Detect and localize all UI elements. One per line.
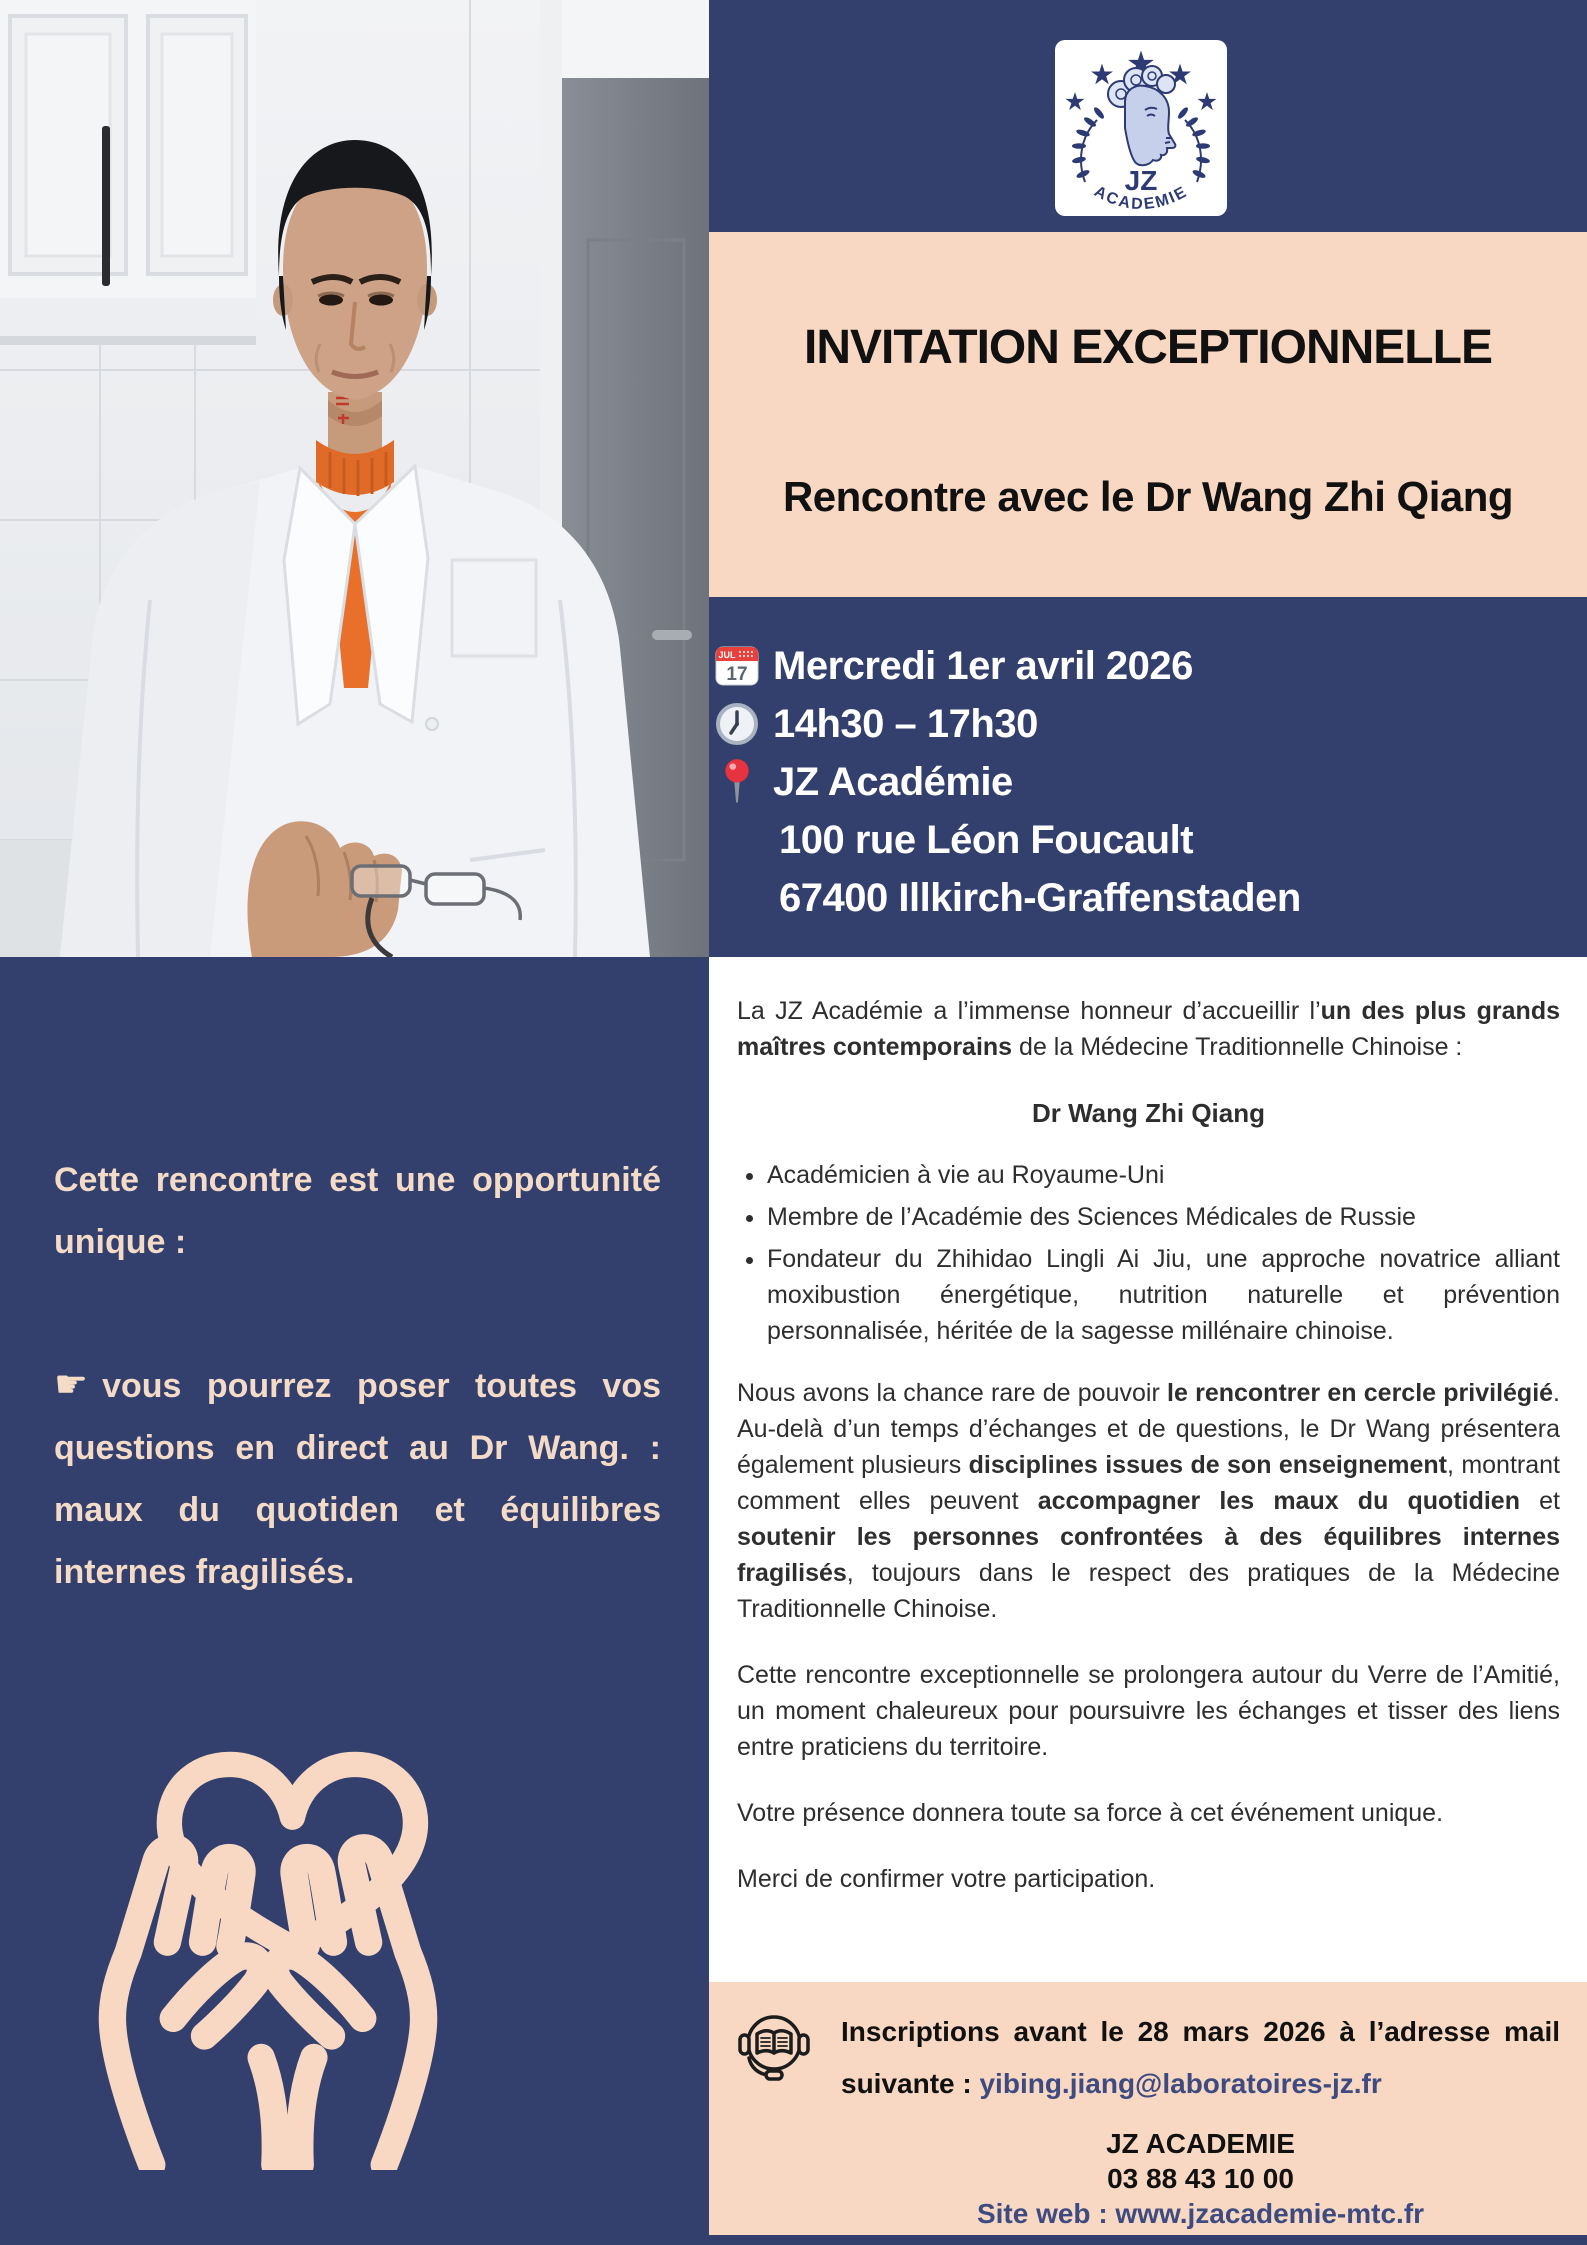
calendar-icon [715, 641, 759, 691]
list-item: • Académicien à vie au Royaume-Uni [767, 1157, 1560, 1193]
left-panel [0, 957, 709, 2245]
footer-phone: 03 88 43 10 00 [1107, 2163, 1294, 2194]
credentials-list [737, 1157, 1560, 1349]
left-panel-intro: Cette rencontre est une opportunité unique : [54, 1161, 661, 1261]
logo-head [1108, 66, 1175, 165]
event-details [709, 597, 1587, 957]
svg-text:JUL: JUL [718, 650, 736, 660]
hands-heart-icon [58, 1730, 478, 2170]
event-address1: 100 rue Léon Foucault [779, 817, 1194, 862]
footer-org: JZ ACADEMIE [1106, 2128, 1295, 2159]
doctor-name: Dr Wang Zhi Qiang [1031, 1098, 1266, 1128]
event-time: 14h30 – 17h30 [773, 701, 1038, 746]
pointing-hand-icon: ☛ [54, 1362, 89, 1406]
cabinet [0, 0, 256, 345]
event-venue-row [715, 753, 1567, 811]
paragraph-presence: Votre présence donnera toute sa force à cet événement unique. [737, 1799, 1444, 1827]
inscription-email-link[interactable]: yibing.jiang@laboratoires-jz.fr [979, 2068, 1382, 2099]
paragraph-verre-amitie: Cette rencontre exceptionnelle se prolongera autour du Verre de l’Amitié, un moment chaleureux pour poursuivre les échanges et tisser des liens entre praticiens du territoire. [737, 1661, 1560, 1761]
event-venue: JZ Académie [773, 759, 1013, 804]
event-time-row [715, 695, 1567, 753]
footer-contact [841, 2126, 1560, 2231]
body-section [709, 957, 1587, 1982]
headset-book-icon [735, 2006, 813, 2084]
left-panel-detail [54, 1353, 661, 1603]
inscription-band [709, 1982, 1587, 2235]
event-address-row-1 [779, 811, 1567, 869]
paragraph-confirm: Merci de confirmer votre participation. [737, 1865, 1156, 1893]
event-address-row-2 [779, 869, 1567, 927]
left-column [0, 0, 709, 2245]
logo-jz-text: JZ [1124, 165, 1158, 196]
title-band [709, 232, 1587, 597]
page-subtitle: Rencontre avec le Dr Wang Zhi Qiang [782, 473, 1514, 520]
clock-icon [715, 699, 759, 749]
list-item: • Membre de l’Académie des Sciences Médicales de Russie [767, 1199, 1560, 1235]
event-date: Mercredi 1er avril 2026 [773, 643, 1193, 688]
page-title: INVITATION EXCEPTIONNELLE [804, 321, 1492, 374]
bottom-strip [709, 2235, 1587, 2245]
inscription-text: Inscriptions avant le 28 mars 2026 à l’adresse mail suivante : yibing.jiang@laboratoires-jz.fr [841, 2016, 1560, 2099]
doctor-photo [0, 0, 709, 957]
jz-academie-logo [1055, 40, 1227, 216]
list-item: • Fondateur du Zhihidao Lingli Ai Jiu, une approche novatrice alliant moxibustion énergétique, nutrition naturelle et prévention personnalisée, héritée de la sagesse millénaire chinoise. [767, 1241, 1560, 1349]
svg-text:17: 17 [726, 664, 748, 685]
event-address2: 67400 Illkirch-Graffenstaden [779, 875, 1301, 920]
pushpin-icon [715, 757, 759, 807]
logo-academie-text: ACADEMIE [1091, 183, 1191, 214]
paragraph-meeting: Nous avons la chance rare de pouvoir le rencontrer en cercle privilégié. Au-delà d’un temps d’échanges et de questions, le Dr Wang présentera également plusieurs disciplines issues de son enseignement, montrant comment elles peuvent accompagner les maux du quotidien et soutenir les personnes confrontées à des équilibres internes fragilisés, toujours dans le respect des pratiques de la Médecine Traditionnelle Chinoise. [737, 1379, 1560, 1623]
paragraph-intro: La JZ Académie a l’immense honneur d’accueillir l’un des plus grands maîtres contemporains de la Médecine Traditionnelle Chinoise : [737, 997, 1560, 1061]
right-column [709, 0, 1587, 2245]
left-panel-detail-text: vous pourrez poser toutes vos questions en direct au Dr Wang. : maux du quotiden et équilibres internes fragilisés. [54, 1367, 661, 1591]
header-band [709, 0, 1587, 232]
footer-site-link[interactable]: Site web : www.jzacademie-mtc.fr [976, 2198, 1425, 2229]
event-date-row [715, 637, 1567, 695]
